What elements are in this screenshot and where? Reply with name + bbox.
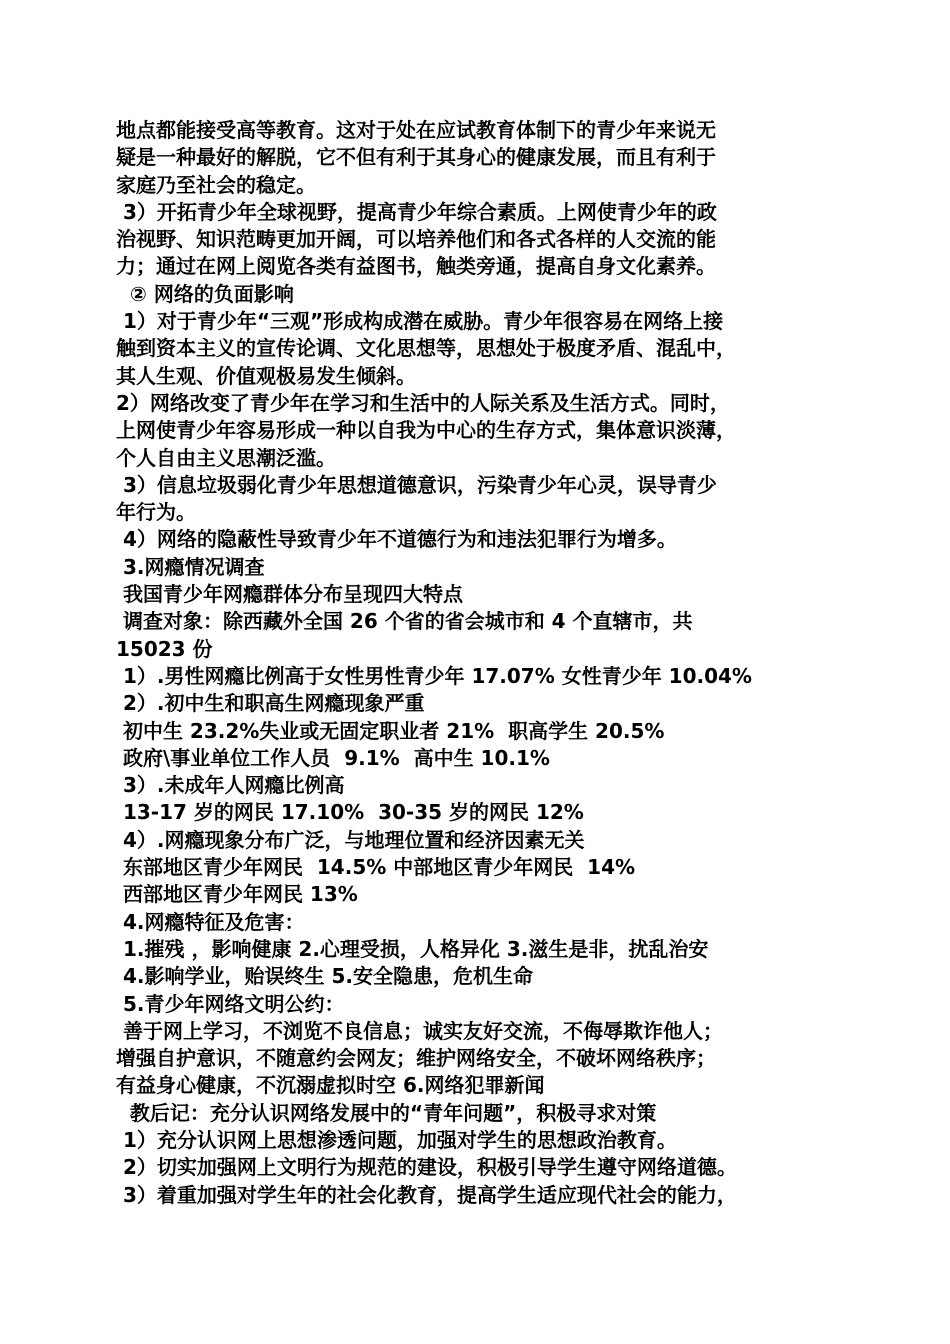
text-line: 初中生 23.2%失业或无固定职业者 21% 职高学生 20.5% <box>116 718 665 743</box>
text-line: 有益身心健康，不沉溺虚拟时空 6.网络犯罪新闻 <box>116 1073 545 1098</box>
text-line: 家庭乃至社会的稳定。 <box>116 172 316 197</box>
text-line: 2）网络改变了青少年在学习和生活中的人际关系及生活方式。同时， <box>116 390 730 415</box>
text-line: 2）切实加强网上文明行为规范的建设，积极引导学生遵守网络道德。 <box>116 1155 737 1180</box>
text-line: 我国青少年网瘾群体分布呈现四大特点 <box>116 582 463 607</box>
text-line: 4）.网瘾现象分布广泛，与地理位置和经济因素无关 <box>116 827 585 852</box>
text-line: 4）网络的隐蔽性导致青少年不道德行为和违法犯罪行为增多。 <box>116 527 677 552</box>
text-line: 东部地区青少年网民 14.5% 中部地区青少年网民 14% <box>116 855 636 880</box>
text-line: 力；通过在网上阅览各类有益图书，触类旁通，提高自身文化素养。 <box>116 254 716 279</box>
text-line: 3）着重加强对学生年的社会化教育，提高学生适应现代社会的能力， <box>116 1182 737 1207</box>
text-line: 西部地区青少年网民 13% <box>116 882 358 907</box>
body-text <box>116 117 856 1209</box>
text-line: 增强自护意识，不随意约会网友；维护网络安全，不破坏网络秩序； <box>116 1046 716 1071</box>
text-line: 上网使青少年容易形成一种以自我为中心的生存方式，集体意识淡薄， <box>116 418 736 443</box>
text-line: 3.网瘾情况调查 <box>116 554 265 579</box>
text-line: 3）.未成年人网瘾比例高 <box>116 773 345 798</box>
text-line: 13-17 岁的网民 17.10% 30-35 岁的网民 12% <box>116 800 584 825</box>
text-line: 触到资本主义的宣传论调、文化思想等，思想处于极度矛盾、混乱中， <box>116 336 736 361</box>
text-line: 教后记：充分认识网络发展中的“青年问题”，积极寻求对策 <box>116 1100 657 1125</box>
text-line: 治视野、知识范畴更加开阔，可以培养他们和各式各样的人交流的能 <box>116 227 716 252</box>
text-line: 1）充分认识网上思想渗透问题，加强对学生的思想政治教育。 <box>116 1127 677 1152</box>
text-line: 3）信息垃圾弱化青少年思想道德意识，污染青少年心灵，误导青少 <box>116 472 717 497</box>
text-line: 政府\事业单位工作人员 9.1% 高中生 10.1% <box>116 745 550 770</box>
text-line: 1）.男性网瘾比例高于女性男性青少年 17.07% 女性青少年 10.04% <box>116 663 752 688</box>
text-line: 善于网上学习，不浏览不良信息；诚实友好交流，不侮辱欺诈他人； <box>116 1018 723 1043</box>
text-line: 地点都能接受高等教育。这对于处在应试教育体制下的青少年来说无 <box>116 118 716 142</box>
text-line: 个人自由主义思潮泛滥。 <box>116 445 336 470</box>
text-line: 调查对象：除西藏外全国 26 个省的省会城市和 4 个直辖市，共 <box>116 609 693 634</box>
text-line: 3）开拓青少年全球视野，提高青少年综合素质。上网使青少年的政 <box>116 199 717 224</box>
text-line: 1.摧残 ，影响健康 2.心理受损，人格异化 3.滋生是非，扰乱治安 <box>116 936 709 961</box>
text-line: 4.网瘾特征及危害： <box>116 909 305 934</box>
text-line: 15023 份 <box>116 636 213 661</box>
text-line: 其人生观、价值观极易发生倾斜。 <box>116 363 416 388</box>
text-line: 4.影响学业，贻误终生 5.安全隐患，危机生命 <box>116 964 533 989</box>
text-line: 疑是一种最好的解脱，它不但有利于其身心的健康发展，而且有利于 <box>116 145 716 170</box>
text-line: 1）对于青少年“三观”形成构成潜在威胁。青少年很容易在网络上接 <box>116 309 724 334</box>
text-line: ② 网络的负面影响 <box>116 281 294 306</box>
text-line: 5.青少年网络文明公约： <box>116 991 345 1016</box>
text-line: 年行为。 <box>116 500 196 525</box>
text-line: 2）.初中生和职高生网瘾现象严重 <box>116 691 425 716</box>
